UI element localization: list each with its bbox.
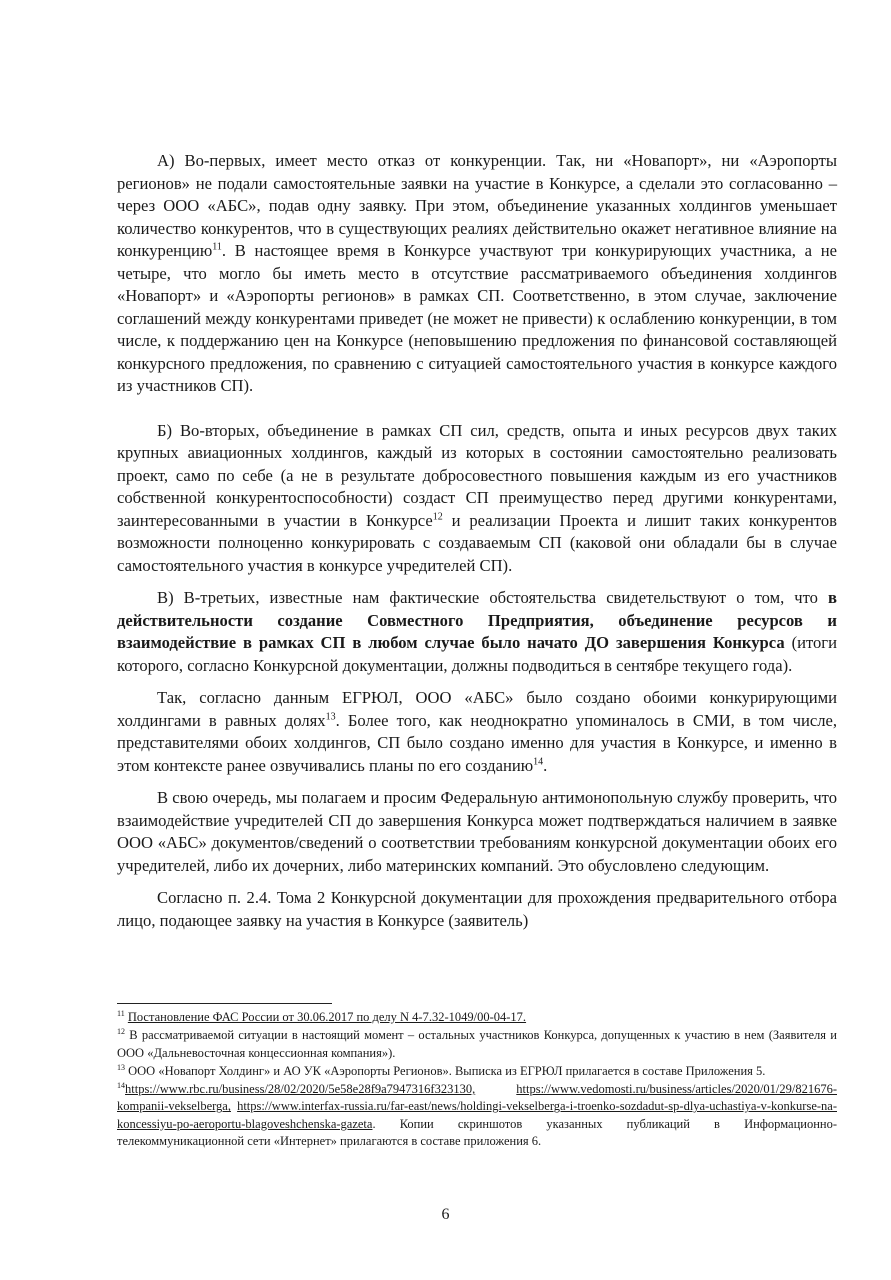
footnote-14-number: 14 [117, 1081, 125, 1091]
paragraph-request-text: В свою очередь, мы полагаем и просим Федеральную антимонопольную службу проверить, что взаимодействие учредителей СП до завершения Конкурса может подтверждаться наличием в заявке ООО «АБС» документов/сведений о соответствии требованиям конкурсной документации обоих его учредителей, либо их дочерних, либо материнских компаний. Это обусловлено следующим. [117, 788, 837, 875]
footnote-13-text: ООО «Новапорт Холдинг» и АО УК «Аэропорты Регионов». Выписка из ЕГРЮЛ прилагается в составе Приложения 5. [125, 1063, 766, 1078]
paragraph-c-bold-text: в действительности создание Совместного Предприятия, объединение ресурсов и взаимодействие в рамках СП в любом случае было начато ДО завершения Конкурса [117, 588, 837, 652]
footnote-ref-14: 14 [533, 755, 544, 767]
paragraph-clause-text: Согласно п. 2.4. Тома 2 Конкурсной документации для прохождения предварительного отбора лицо, подающее заявку на участия в Конкурсе (заявитель) [117, 888, 837, 930]
paragraph-a-text-2: . В настоящее время в Конкурсе участвуют три конкурирующих участника, а не четыре, что могло бы иметь место в отсутствие рассматриваемого объединения холдингов «Новапорт» и «Аэропорты регионов» в рамках СП. Соответственно, в этом случае, заключение соглашений между конкурентами приведет (не может не привести) к ослаблению конкуренции, в том числе, к поддержанию цен на Конкурсе (неповышению предложения по финансовой составляющей конкурсного предложения, по сравнению с ситуацией самостоятельного участия в конкурсе каждого из участников СП). [117, 241, 837, 395]
footnotes [117, 1009, 837, 1151]
paragraph-c-text-2: (итоги которого, согласно Конкурсной документации, должны подводиться в сентябре текущего года). [117, 633, 837, 675]
footnote-12-text: В рассматриваемой ситуации в настоящий момент – остальных участников Конкурса, допущенных к участию в нем (Заявителя и ООО «Дальневосточная концессионная компания»). [117, 1028, 837, 1060]
footnote-14-text: . Копии скриншотов указанных публикаций в Информационно-телекоммуникационной сети «Интернет» прилагаются в составе приложения 6. [117, 1116, 837, 1149]
page-number: 6 [441, 1206, 450, 1223]
paragraph-egrul [117, 687, 837, 777]
footnote-14 [117, 1081, 837, 1150]
footnote-ref-12: 12 [432, 510, 443, 522]
paragraph-request [117, 787, 837, 877]
footnote-11-number: 11 [117, 1008, 125, 1018]
paragraph-a-text-1: А) Во-первых, имеет место отказ от конкуренции. Так, ни «Новапорт», ни «Аэропорты регионов» не подали самостоятельные заявки на участие в Конкурсе, а сделали это согласованно – через ООО «АБС», подав одну заявку. При этом, объединение указанных холдингов уменьшает количество конкурентов, что в существующих реалиях действительно окажет негативное влияние на конкуренцию [117, 151, 837, 260]
document-body [117, 150, 837, 932]
footnote-11 [117, 1009, 837, 1026]
paragraph-egrul-text-1: Так, согласно данным ЕГРЮЛ, ООО «АБС» было создано обоими конкурирующими холдингами в равных долях [117, 688, 837, 730]
paragraph-c [117, 587, 837, 677]
footnote-14-link-vedomosti[interactable]: https://www.vedomosti.ru/business/articles/2020/01/29/821676-kompanii-vekselberga, [117, 1082, 837, 1114]
footnote-14-link-interfax[interactable]: https://www.interfax-russia.ru/far-east/news/holdingi-vekselberga-i-troenko-sozdadut-sp-dlya-uchastiya-v-konkurse-na-koncessiyu-po-aeroportu-blagoveshchenska-gazeta [117, 1099, 837, 1131]
paragraph-c-text-1: В) В-третьих, известные нам фактические обстоятельства свидетельствуют о том, что [157, 588, 829, 607]
paragraph-a [117, 150, 837, 398]
paragraph-b-text-1: Б) Во-вторых, объединение в рамках СП сил, средств, опыта и иных ресурсов двух таких крупных авиационных холдингов, каждый из которых в состоянии самостоятельно реализовать проект, само по себе (а не в результате добросовестного повышения каждым из его участников собственной конкурентоспособности) создаст СП преимущество перед другими конкурентами, заинтересованными в участии в Конкурсе [117, 420, 837, 530]
paragraph-egrul-text-3: . [543, 755, 548, 775]
paragraph-egrul-text-2: . Более того, как неоднократно упоминалось в СМИ, в том числе, представителями обоих холдингов, СП было создано именно для участия в Конкурсе, и именно в этом контексте ранее озвучивались планы по его созданию [117, 710, 837, 775]
footnote-ref-11: 11 [212, 241, 222, 253]
footnote-14-link-rbc[interactable]: https://www.rbc.ru/business/28/02/2020/5e58e28f9a7947316f323130, [125, 1082, 476, 1097]
footnote-separator [117, 1003, 332, 1004]
paragraph-b-text-2: и реализации Проекта и лишит таких конкурентов возможности полноценно конкурировать с создаваемым СП (каковой они обладали бы в случае самостоятельного участия в конкурсе учредителей СП). [117, 510, 837, 575]
paragraph-clause [117, 887, 837, 932]
footnote-11-text: Постановление ФАС России от 30.06.2017 по делу N 4-7.32-1049/00-04-17. [127, 1010, 527, 1024]
paragraph-b [117, 420, 837, 578]
footnote-12-number: 12 [117, 1027, 125, 1037]
footnote-13 [117, 1063, 837, 1080]
footnote-12 [117, 1027, 837, 1062]
footnote-ref-13: 13 [325, 710, 336, 722]
footnote-13-number: 13 [117, 1062, 125, 1072]
